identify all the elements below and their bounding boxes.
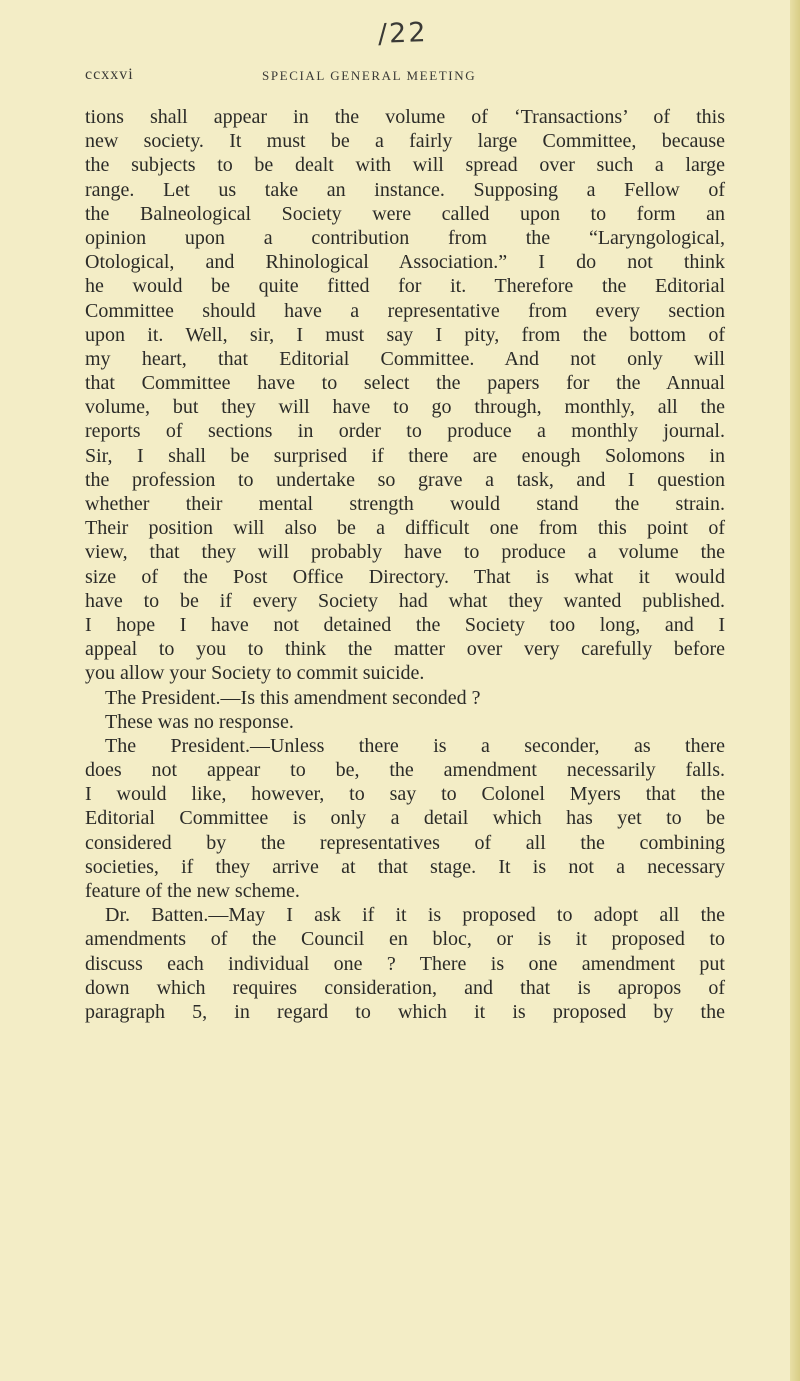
text-line: amendments of the Council en bloc, or is it proposed to	[85, 928, 725, 951]
text-line: tions shall appear in the volume of ‘Transactions’ of this	[85, 106, 725, 128]
text-line: the subjects to be dealt with will spread over such a large	[85, 154, 725, 177]
page-number: ccxxvi	[85, 66, 134, 83]
text-line: whether their mental strength would stand the strain.	[85, 493, 725, 515]
text-line: the profession to undertake so grave a task, and I question	[85, 468, 725, 491]
text-line: Sir, I shall be surprised if there are enough Solomons in	[85, 444, 725, 467]
text-line: range. Let us take an instance. Supposing a Fellow of	[85, 178, 725, 201]
text-line: down which requires consideration, and that is apropos of	[85, 976, 725, 999]
text-line: Dr. Batten.—May I ask if it is proposed to adopt all the	[105, 904, 725, 927]
text-line: I hope I have not detained the Society too long, and I	[85, 613, 725, 636]
text-line: does not appear to be, the amendment necessarily falls.	[85, 759, 725, 782]
text-line: The President.—Is this amendment seconded ?	[105, 686, 481, 709]
text-line: appeal to you to think the matter over very carefully before	[85, 638, 725, 661]
text-line: discuss each individual one ? There is one amendment put	[85, 952, 725, 975]
section-title: SPECIAL GENERAL MEETING	[262, 68, 477, 83]
text-line: Committee should have a representative from every section	[85, 299, 725, 322]
text-line: Editorial Committee is only a detail which has yet to be	[85, 807, 725, 830]
text-line: my heart, that Editorial Committee. And not only will	[85, 347, 725, 370]
text-line: feature of the new scheme.	[85, 880, 300, 902]
page-edge	[790, 0, 800, 1381]
text-line: opinion upon a contribution from the “Laryngological,	[85, 226, 725, 249]
text-line: size of the Post Office Directory. That is what it would	[85, 565, 725, 588]
text-line: view, that they will probably have to produce a volume the	[85, 541, 725, 564]
text-line: paragraph 5, in regard to which it is proposed by the	[85, 1000, 725, 1023]
text-line: I would like, however, to say to Colonel Myers that the	[85, 783, 725, 806]
text-line: societies, if they arrive at that stage. It is not a necessary	[85, 855, 725, 878]
text-line: he would be quite fitted for it. Therefore the Editorial	[85, 275, 725, 298]
text-line: the Balneological Society were called upon to form an	[85, 202, 725, 225]
text-line: Their position will also be a difficult one from this point of	[85, 517, 725, 540]
running-head	[85, 66, 721, 90]
text-line: These was no response.	[105, 710, 294, 733]
body-text	[85, 105, 725, 1024]
text-line: considered by the representatives of all the combining	[85, 831, 725, 854]
text-line: have to be if every Society had what they wanted published.	[85, 589, 725, 612]
text-line: upon it. Well, sir, I must say I pity, from the bottom of	[85, 323, 725, 346]
text-line: volume, but they will have to go through, monthly, all the	[85, 396, 725, 419]
handwritten-page-number: /22	[377, 17, 428, 50]
text-line: The President.—Unless there is a seconder, as there	[105, 734, 725, 757]
text-line: new society. It must be a fairly large Committee, because	[85, 130, 725, 153]
text-line: reports of sections in order to produce a monthly journal.	[85, 420, 725, 443]
text-line: that Committee have to select the papers for the Annual	[85, 372, 725, 395]
text-line: you allow your Society to commit suicide.	[85, 662, 425, 685]
text-line: Otological, and Rhinological Association.” I do not think	[85, 251, 725, 274]
